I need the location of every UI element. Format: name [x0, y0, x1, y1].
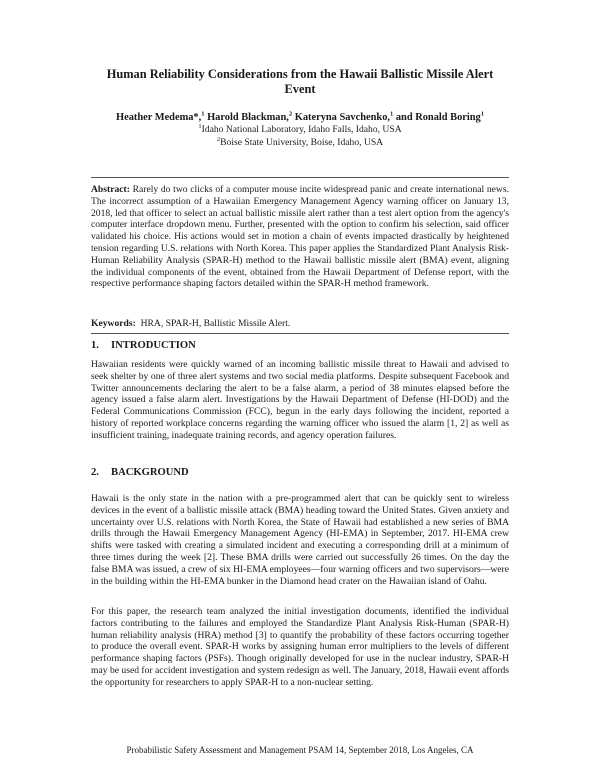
section-title: INTRODUCTION [111, 340, 196, 351]
affiliation-mark: 1 [198, 122, 202, 130]
affiliation-text: Boise State University, Boise, Idaho, USA [220, 137, 384, 148]
author-affiliation-mark: 2 [288, 110, 293, 118]
author-name: Harold Blackman, [207, 112, 289, 123]
affiliation-mark: 2 [216, 135, 221, 143]
keywords-text: HRA, SPAR-H, Ballistic Missile Alert. [140, 318, 291, 329]
author-name: Heather Medema*, [116, 112, 202, 123]
divider-bottom [91, 333, 509, 334]
author-list [60, 111, 540, 124]
affiliation-line [60, 137, 540, 149]
keywords [91, 318, 509, 330]
paragraph: Hawaii is the only state in the nation with a pre-programmed alert that can be quickly sent to wireless devices in the event of a ballistic missile attack (BMA) heading toward the United States. Given anxiety and uncertainty over U.S. relations with North Korea, the State of Hawaii had established a new series of BMA drills through the Hawaii Emergency Management Agency (HI-EMA) in September, 2017. HI-EMA crew shifts were tasked with creating a simulated incident and executing a corresponding drill at a minimum of three times during the week [2]. These BMA drills were carried out successfully 26 times. On the day the false BMA was issued, a crew of six HI-EMA employees—four warning officers and two supervisors—were in the building within the HI-EMA bunker in the Diamond head crater on the Hawaiian island of Oahu. [91, 493, 509, 587]
section-title: BACKGROUND [111, 467, 189, 478]
author-affiliation-mark: 1 [480, 110, 484, 118]
author-affiliation-mark: 1 [390, 110, 394, 118]
abstract [91, 184, 509, 290]
page-footer: Probabilistic Safety Assessment and Management PSAM 14, September 2018, Los Angeles, CA [126, 745, 474, 755]
paragraph: For this paper, the research team analyzed the initial investigation documents, identified the individual factors contributing to the failures and employed the Standardize Plant Analysis Risk-Human (SPAR-H) human reliability analysis (HRA) method [3] to quantify the probability of these factors occurring together to produce the overall event. SPAR-H works by assigning human error multipliers to the levels of different performance shaping factors (PSFs). Though originally developed for use in the nuclear industry, SPAR-H may be used for accident investigation and system redesign as well. The January, 2018, Hawaii event affords the opportunity for researchers to apply SPAR-H to a non-nuclear setting. [91, 606, 509, 688]
author-name: Kateryna Savchenko, [294, 112, 390, 123]
abstract-label: Abstract: [91, 184, 130, 195]
section-heading-background [91, 466, 509, 479]
affiliation-text: Idaho National Laboratory, Idaho Falls, Idaho, USA [201, 124, 402, 135]
keywords-label: Keywords: [91, 318, 136, 329]
paper-title: Human Reliability Considerations from the Hawaii Ballistic Missile Alert Event [106, 67, 494, 96]
section-number: 1. [91, 340, 99, 351]
divider-top [91, 177, 509, 178]
paragraph: Hawaiian residents were quickly warned of an incoming ballistic missile threat to Hawaii and advised to seek shelter by one of three alert systems and two social media platforms. Despite subsequent Facebook and Twitter announcements declaring the alert to be a false alarm, a period of 38 minutes elapsed before the agency issued a false alarm alert. Investigations by the Hawaii Department of Defense (HI-DOD) and the Federal Communications Commission (FCC), begun in the early days following the incident, reported a history of reported workplace concerns regarding the warning officer who issued the alarm [1, 2] as well as insufficient training, inadequate training records, and agency operation failures. [91, 359, 509, 441]
author-name: and Ronald Boring [395, 112, 481, 123]
section-number: 2. [91, 467, 99, 478]
abstract-text: Rarely do two clicks of a computer mouse incite widespread panic and create international news. The incorrect assumption of a Hawaiian Emergency Management Agency warning officer on January 13, 2018, led that officer to select an actual ballistic missile alert rather than a test alert option from the agency's computer interface dropdown menu. Further, presented with the option to confirm his selection, said officer validated his choice. His actions would set in motion a chain of events impacted drastically by heightened tension regarding U.S. relations with North Korea. This paper applies the Standardized Plant Analysis Risk-Human Reliability Analysis (SPAR-H) method to the Hawaii ballistic missile alert (BMA) event, aligning the individual components of the event, obtained from the Hawaii Department of Defense report, with the respective performance shaping factors detailed within the SPAR-H method framework. [91, 184, 509, 290]
section-heading-introduction [91, 339, 509, 352]
affiliation-line [60, 124, 540, 136]
author-affiliation-mark: 1 [201, 110, 205, 118]
